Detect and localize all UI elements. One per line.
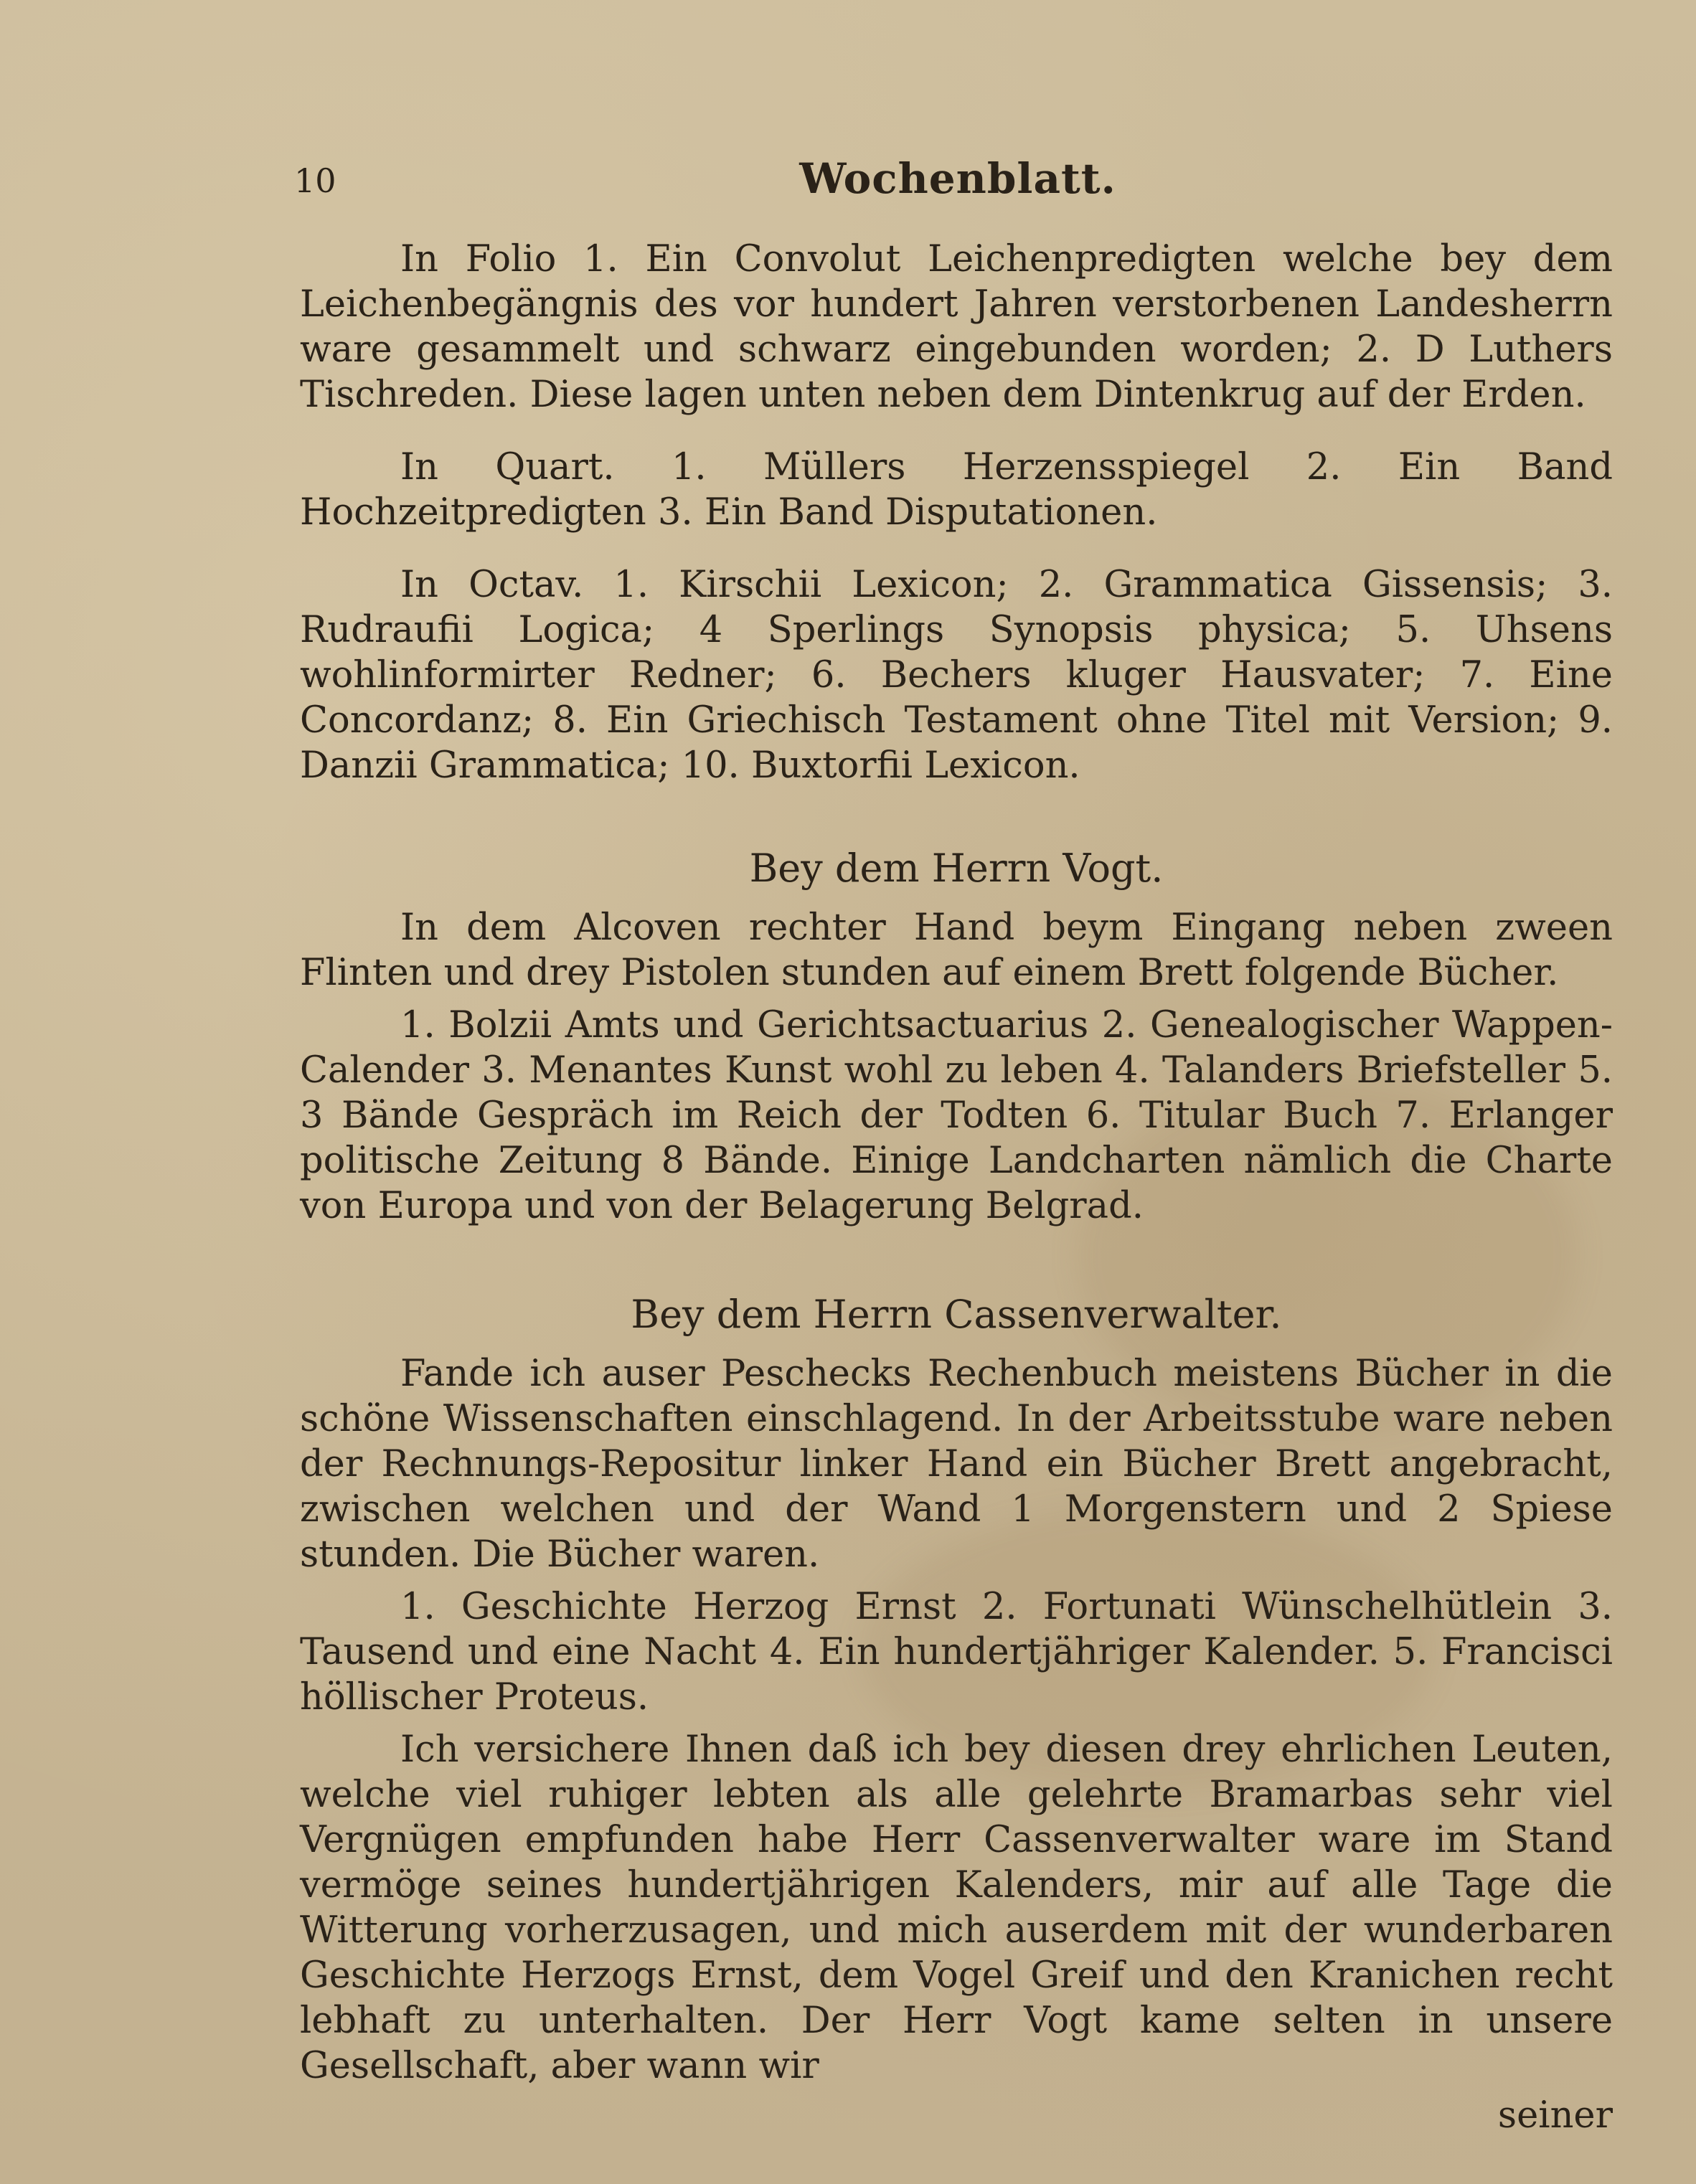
paragraph-vogt-books: 1. Bolzii Amts und Gerichtsactuarius 2. Genealogischer Wappen-Calender 3. Menantes Kunst wohl zu leben 4. Talanders Briefsteller 5. 3 Bände Gespräch im Reich der Todten 6. Titular Buch 7. Erlanger politische Zeitung 8 Bände. Einige Landcharten nämlich die Charte von Europa und von der Belagerung Belgrad. (300, 1004, 1613, 1227)
paragraph-cassenverwalter-books: 1. Geschichte Herzog Ernst 2. Fortunati Wünschelhütlein 3. Tausend und eine Nacht 4. Ein hundertjähriger Kalender. 5. Francisci höllischer Proteus. (300, 1586, 1613, 1719)
running-title: Wochenblatt. (799, 154, 1116, 203)
page-header (294, 154, 1621, 219)
body-text (300, 237, 1613, 2138)
section-heading-vogt: Bey dem Herrn Vogt. (749, 846, 1164, 891)
paragraph-versichere: Ich versichere Ihnen daß ich bey diesen drey ehrlichen Leuten, welche viel ruhiger lebten als alle gelehrte Bramarbas sehr viel Vergnügen empfunden habe Herr Cassenverwalter ware im Stand vermöge seines hundertjährigen Kalenders, mir auf alle Tage die Witterung vorherzusagen, und mich auserdem mit der wunderbaren Geschichte Herzogs Ernst, dem Vogel Greif und den Kranichen recht lebhaft zu unterhalten. Der Herr Vogt kame selten in unsere Gesellschaft, aber wann wir (300, 1729, 1613, 2087)
paragraph-folio: In Folio 1. Ein Convolut Leichenpredigten welche bey dem Leichenbegängnis des vor hundert Jahren verstorbenen Landesherrn ware gesammelt und schwarz eingebunden worden; 2. D Luthers Tischreden. Diese lagen unten neben dem Dintenkrug auf der Erden. (300, 238, 1613, 416)
paragraph-fande: Fande ich auser Peschecks Rechenbuch meistens Bücher in die schöne Wissenschaften einschlagend. In der Arbeitsstube ware neben der Rechnungs-Repositur linker Hand ein Bücher Brett angebracht, zwischen welchen und der Wand 1 Morgenstern und 2 Spiese stunden. Die Bücher waren. (300, 1353, 1613, 1576)
page-number: 10 (294, 161, 336, 200)
paragraph-alcoven: In dem Alcoven rechter Hand beym Eingang neben zween Flinten und drey Pistolen stunden auf einem Brett folgende Bücher. (300, 907, 1613, 994)
paragraph-octav: In Octav. 1. Kirschii Lexicon; 2. Grammatica Gissensis; 3. Rudraufii Logica; 4 Sperlings Synopsis physica; 5. Uhsens wohlinformirter Redner; 6. Bechers kluger Hausvater; 7. Eine Concordanz; 8. Ein Griechisch Testament ohne Titel mit Version; 9. Danzii Grammatica; 10. Buxtorfii Lexicon. (300, 564, 1613, 787)
paragraph-quart: In Quart. 1. Müllers Herzensspiegel 2. Ein Band Hochzeitpredigten 3. Ein Band Disputationen. (300, 446, 1613, 534)
catchword: seiner (1497, 2094, 1613, 2137)
section-heading-cassenverwalter: Bey dem Herrn Cassenverwalter. (631, 1292, 1282, 1337)
